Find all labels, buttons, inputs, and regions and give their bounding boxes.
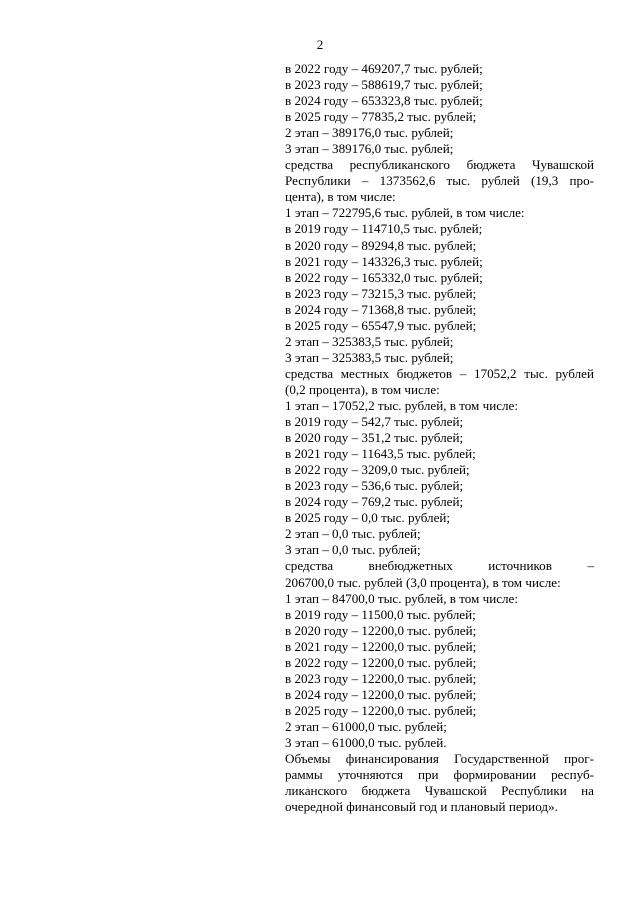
text-line: в 2020 году – 351,2 тыс. рублей; [285,430,464,446]
text-line: 1 этап – 84700,0 тыс. рублей, в том числе: [285,590,519,606]
text-line: 3 этап – 61000,0 тыс. рублей. [285,734,447,750]
text-line: 2 этап – 389176,0 тыс. рублей; [285,125,454,141]
text-line: в 2023 году – 73215,3 тыс. рублей; [285,285,477,301]
text-line: в 2024 году – 653323,8 тыс. рублей; [285,93,483,109]
text-line: в 2022 году – 165332,0 тыс. рублей; [285,269,483,285]
text-line: в 2024 году – 12200,0 тыс. рублей; [285,686,477,702]
financing-text-column [285,61,594,815]
text-line: в 2019 году – 114710,5 тыс. рублей; [285,221,483,237]
text-line: в 2025 году – 12200,0 тыс. рублей; [285,702,477,718]
text-line: в 2024 году – 71368,8 тыс. рублей; [285,301,477,317]
text-line: 1 этап – 722795,6 тыс. рублей, в том числе: [285,205,525,221]
text-line: ликанского бюджета Чувашской Республики на [285,783,594,799]
text-line: в 2022 году – 12200,0 тыс. рублей; [285,654,477,670]
text-line: в 2023 году – 588619,7 тыс. рублей; [285,77,483,93]
text-line: в 2019 году – 542,7 тыс. рублей; [285,414,464,430]
page-number: 2 [316,37,324,52]
text-line: в 2021 году – 12200,0 тыс. рублей; [285,638,477,654]
text-line: в 2020 году – 89294,8 тыс. рублей; [285,237,477,253]
text-line: очередной финансовый год и плановый период». [285,799,558,815]
text-line: в 2024 году – 769,2 тыс. рублей; [285,494,464,510]
text-line: раммы уточняются при формировании респуб- [285,767,594,783]
text-line: средства внебюджетных источников – [285,558,594,574]
text-line: в 2022 году – 3209,0 тыс. рублей; [285,462,470,478]
text-line: в 2023 году – 12200,0 тыс. рублей; [285,670,477,686]
text-line: 2 этап – 325383,5 тыс. рублей; [285,333,454,349]
text-line: в 2025 году – 0,0 тыс. рублей; [285,510,451,526]
text-line: средства местных бюджетов – 17052,2 тыс. рублей [285,365,594,381]
text-line: 2 этап – 0,0 тыс. рублей; [285,526,421,542]
text-line: 3 этап – 389176,0 тыс. рублей; [285,141,454,157]
text-line: 2 этап – 61000,0 тыс. рублей; [285,718,447,734]
text-line: 3 этап – 325383,5 тыс. рублей; [285,349,454,365]
text-line: в 2021 году – 11643,5 тыс. рублей; [285,446,476,462]
text-line: средства республиканского бюджета Чувашской [285,157,594,173]
text-line: в 2021 году – 143326,3 тыс. рублей; [285,253,483,269]
text-line: в 2022 году – 469207,7 тыс. рублей; [285,61,483,76]
text-line: цента), в том числе: [285,189,396,205]
text-line: в 2023 году – 536,6 тыс. рублей; [285,478,464,494]
text-line: в 2019 году – 11500,0 тыс. рублей; [285,606,476,622]
text-line: 3 этап – 0,0 тыс. рублей; [285,542,421,558]
text-line: в 2025 году – 65547,9 тыс. рублей; [285,317,477,333]
text-line: 206700,0 тыс. рублей (3,0 процента), в том числе: [285,574,561,590]
text-line: в 2025 году – 77835,2 тыс. рублей; [285,109,477,125]
text-line: в 2020 году – 12200,0 тыс. рублей; [285,622,477,638]
text-line: Объемы финансирования Государственной прог- [285,751,594,767]
text-line: 1 этап – 17052,2 тыс. рублей, в том числе: [285,397,519,413]
text-line: Республики – 1373562,6 тыс. рублей (19,3 про- [285,173,594,189]
text-line: (0,2 процента), в том числе: [285,381,440,397]
